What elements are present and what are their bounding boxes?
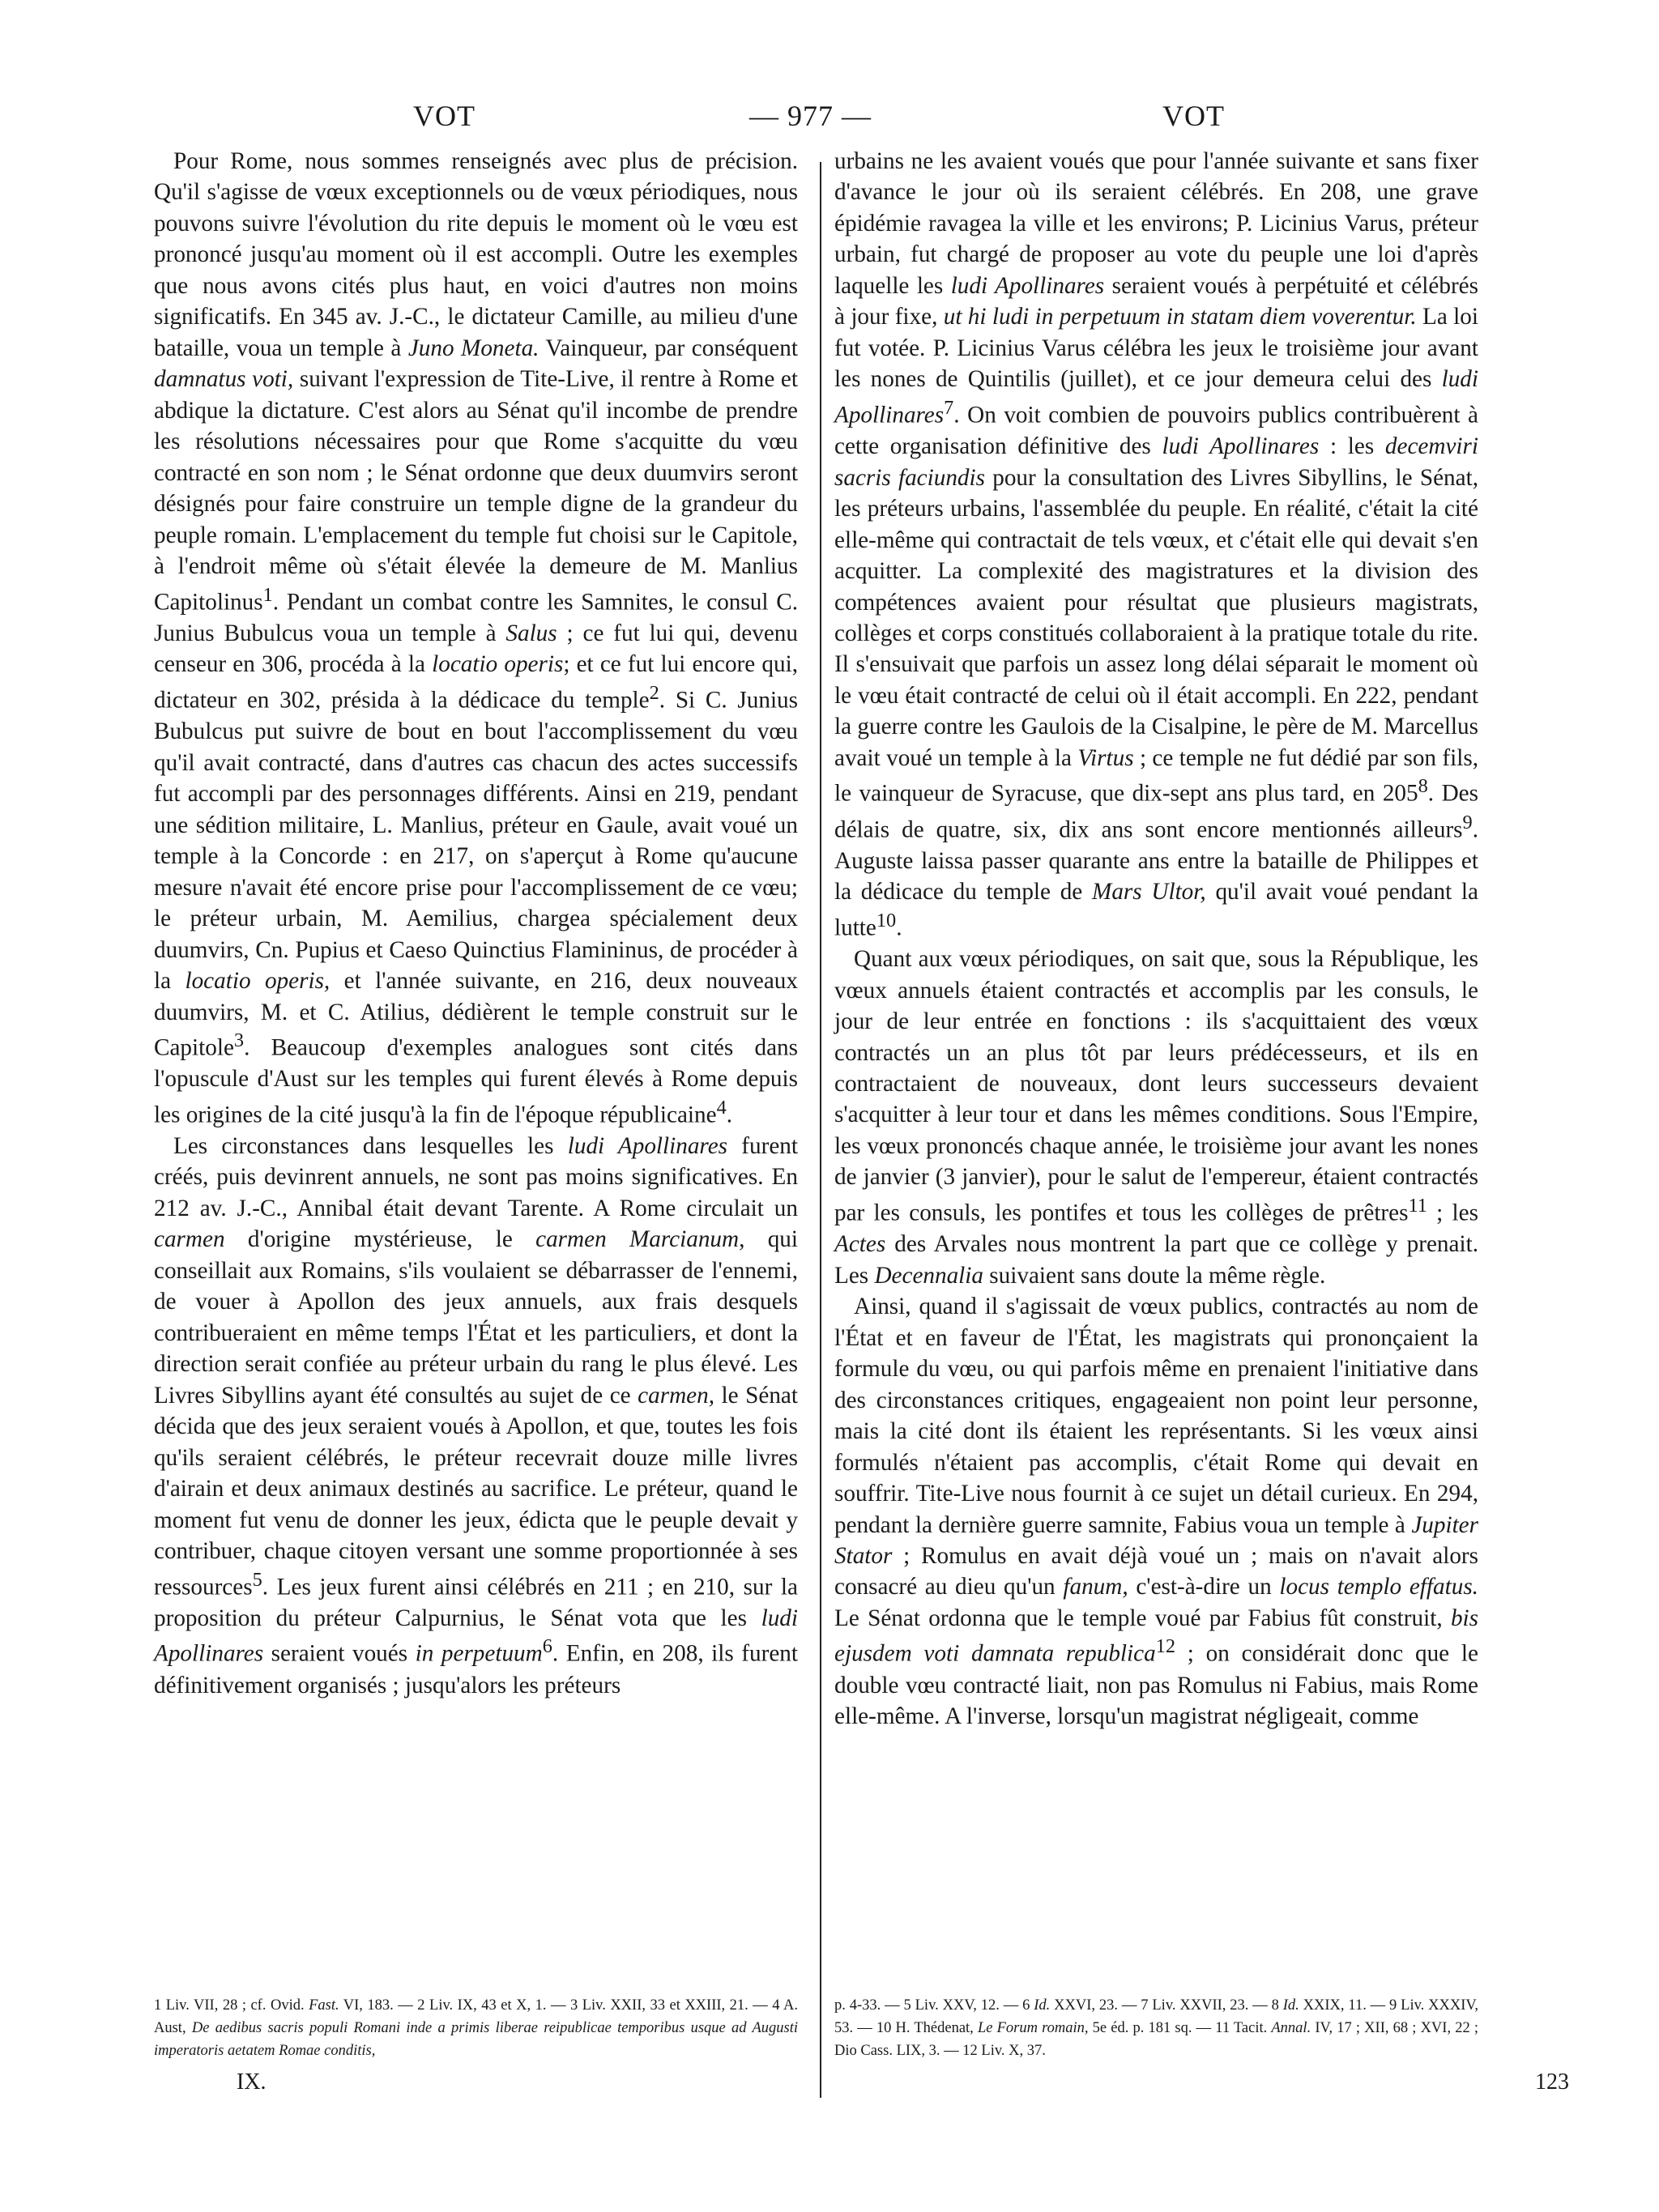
footnote-ref: 4	[716, 1096, 727, 1119]
footnote-ref: 7	[944, 396, 954, 419]
page-number: — 977 —	[749, 100, 872, 132]
footnote-ref: 9	[1462, 811, 1473, 833]
paragraph: Pour Rome, nous sommes renseignés avec plus de précision. Qu'il s'agisse de vœux exceptionnels ou de vœux périodiques, nous pouvons suivre l'évolution du rite depuis le moment où le vœu est prononcé jusqu'au moment où il est accompli. Outre les exemples que nous avons cités plus haut, en voici d'autres non moins significatifs. En 345 av. J.-C., le dictateur Camille, au milieu d'une bataille, voua un temple à Juno Moneta. Vainqueur, par conséquent damnatus voti, suivant l'expression de Tite-Live, il rentre à Rome et abdique la dictature. C'est alors au Sénat qu'il incombe de prendre les résolutions nécessaires pour que Rome s'acquitte du vœu contracté en son nom ; le Sénat ordonne que deux duumvirs seront désignés pour faire construire un temple digne de la grandeur du peuple romain. L'emplacement du temple fut choisi sur le Capitole, à l'endroit même où s'était élevée la demeure de M. Manlius Capitolinus$^1$. Pendant un combat contre les Samnites, le consul C. Junius Bubulcus voua un temple à Salus ; ce fut lui qui, devenu censeur en 306, procéda à la locatio operis; et ce fut lui encore qui, dictateur en 302, présida à la dédicace du temple$^2$. Si C. Junius Bubulcus put suivre de bout en bout l'accomplissement du vœu qu'il avait contracté, dans d'autres cas chacun des actes successifs fut accompli par des personnages différents. Ainsi en 219, pendant une sédition militaire, L. Manlius, préteur en Gaule, avait voué un temple à la Concorde : en 217, on s'aperçut à Rome qu'aucune mesure n'avait été encore prise pour l'accomplissement de ce vœu; le préteur urbain, M. Aemilius, chargea spécialement deux duumvirs, Cn. Pupius et Caeso Quinctius Flamininus, de procéder à la locatio operis, et l'année suivante, en 216, deux nouveaux duumvirs, M. et C. Atilius, dédièrent le temple construit sur le Capitole$^3$. Beaucoup d'exemples analogues sont cités dans l'opuscule d'Aust sur les temples qui furent élevés à Rome depuis les origines de la cité jusqu'à la fin de l'époque républicaine$^4$.	[154, 148, 798, 1128]
footnote-ref: 1	[262, 583, 273, 606]
running-head-right: VOT	[1162, 100, 1225, 132]
footnotes-left: 1 Liv. VII, 28 ; cf. Ovid. Fast. VI, 183. — 2 Liv. IX, 43 et X, 1. — 3 Liv. XXII, 33 et XXIII, 21. — 4 A. Aust, De aedibus sacris populi Romani inde a primis liberae reipublicae temporibus usque ad Augusti imperatoris aetatem Romae conditis,	[154, 1997, 799, 2059]
footnote-ref: 8	[1418, 775, 1428, 798]
paragraph: Quant aux vœux périodiques, on sait que, sous la République, les vœux annuels étaient contractés et accomplis par les consuls, le jour de leur entrée en fonctions : ils s'acquittaient des vœux contractés un an plus tôt par leurs prédécesseurs, et ils en contractaient de nouveaux, dont leurs successeurs devaient s'acquitter à leur tour et dans les mêmes conditions. Sous l'Empire, les vœux prononcés chaque année, le troisième jour avant les nones de janvier (3 janvier), pour le salut de l'empereur, étaient contractés par les consuls, les pontifes et tous les collèges de prêtres$^{11}$ ; les Actes des Arvales nous montrent la part que ce collège y prenait. Les Decennalia suivaient sans doute la même règle.	[834, 946, 1478, 1289]
footnote-ref: 3	[233, 1029, 245, 1052]
running-head-left: VOT	[413, 100, 476, 132]
left-column	[154, 146, 798, 1701]
footnote-ref: 10	[876, 909, 897, 931]
signature-mark-left: IX.	[237, 2069, 267, 2095]
signature-mark-right: 123	[1535, 2069, 1569, 2095]
footnotes-right: p. 4-33. — 5 Liv. XXV, 12. — 6 Id. XXVI, 23. — 7 Liv. XXVII, 23. — 8 Id. XXIX, 11. — 9 Liv. XXXIV, 53. — 10 H. Thédenat, Le Forum romain, 5e éd. p. 181 sq. — 11 Tacit. Annal. IV, 17 ; XII, 68 ; XVI, 22 ; Dio Cass. LIX, 3. — 12 Liv. X, 37.	[834, 1997, 1479, 2059]
footnote-ref: 11	[1408, 1194, 1427, 1217]
paragraph: Ainsi, quand il s'agissait de vœux publics, contractés au nom de l'État et en faveur de l'État, les magistrats qui prononçaient la formule du vœu, ou qui parfois même en prenaient l'initiative dans des circonstances critiques, engageaient non point leur personne, mais la cité dont ils étaient les représentants. Si les vœux ainsi formulés n'étaient pas accomplis, c'était Rome qui devait en souffrir. Tite-Live nous fournit à ce sujet un détail curieux. En 294, pendant la dernière guerre samnite, Fabius voua un temple à Jupiter Stator ; Romulus en avait déjà voué un ; mais on n'avait alors consacré au dieu qu'un fanum, c'est-à-dire un locus templo effatus. Le Sénat ordonna que le temple voué par Fabius fût construit, bis ejusdem voti damnata republica$^{12}$ ; on considérait donc que le double vœu contracté liait, non pas Romulus ni Fabius, mais Rome elle-même. A l'inverse, lorsqu'un magistrat négligeait, comme	[834, 1294, 1478, 1730]
footnote-ref: 6	[542, 1635, 552, 1658]
footnote-ref: 12	[1155, 1635, 1176, 1658]
footnote-ref: 5	[252, 1568, 262, 1591]
paragraph: Les circonstances dans lesquelles les ludi Apollinares furent créés, puis devinrent annuels, ne sont pas moins significatives. En 212 av. J.-C., Annibal était devant Tarente. A Rome circulait un carmen d'origine mystérieuse, le carmen Marcianum, qui conseillait aux Romains, s'ils voulaient se débarrasser de l'ennemi, de vouer à Apollon des jeux annuels, aux frais desquels contribueraient en même temps l'État et les particuliers, et dont la direction serait confiée au préteur urbain du rang le plus élevé. Les Livres Sibyllins ayant été consultés au sujet de ce carmen, le Sénat décida que des jeux seraient voués à Apollon, et que, toutes les fois qu'ils seraient célébrés, le préteur recevrait douze mille livres d'airain et deux animaux destinés au sacrifice. Le préteur, quand le moment fut venu de donner les jeux, édicta que le peuple devait y contribuer, chaque citoyen versant une somme proportionnée à ses ressources$^5$. Les jeux furent ainsi célébrés en 211 ; en 210, sur la proposition du préteur Calpurnius, le Sénat vota que les ludi Apollinares seraient voués in perpetuum$^6$. Enfin, en 208, ils furent définitivement organisés ; jusqu'alors les préteurs	[154, 1132, 799, 1698]
footnote-ref: 2	[649, 681, 659, 704]
right-column	[834, 146, 1478, 1733]
column-rule	[820, 162, 821, 2098]
paragraph: urbains ne les avaient voués que pour l'année suivante et sans fixer d'avance le jour où ils seraient célébrés. En 208, une grave épidémie ravagea la ville et les environs; P. Licinius Varus, préteur urbain, fut chargé de proposer au vote du peuple une loi d'après laquelle les ludi Apollinares seraient voués à perpétuité et célébrés à jour fixe, ut hi ludi in perpetuum in statam diem voverentur. La loi fut votée. P. Licinius Varus célébra les jeux le troisième jour avant les nones de Quintilis (juillet), et ce jour demeura celui des ludi Apollinares$^7$. On voit combien de pouvoirs publics contribuèrent à cette organisation définitive des ludi Apollinares : les decemviri sacris faciundis pour la consultation des Livres Sibyllins, le Sénat, les préteurs urbains, l'assemblée du peuple. En réalité, c'était la cité elle-même qui contractait de tels vœux, et c'était elle qui devait s'en acquitter. La complexité des magistratures et la division des compétences avaient pour résultat que plusieurs magistrats, collèges et corps constitués collaboraient à la pratique totale du rite. Il s'ensuivait que parfois un assez long délai séparait le moment où le vœu était contracté de celui où il était accompli. En 222, pendant la guerre contre les Gaulois de la Cisalpine, le père de M. Marcellus avait voué un temple à la Virtus ; ce temple ne fut dédié par son fils, le vainqueur de Syracuse, que dix-sept ans plus tard, en $205^8$. Des délais de quatre, six, dix ans sont encore mentionnés ailleurs$^9$. Auguste laissa passer quarante ans entre la bataille de Philippes et la dédicace du temple de Mars Ultor, qu'il avait voué pendant la lutte$^{10}$.	[834, 148, 1478, 941]
